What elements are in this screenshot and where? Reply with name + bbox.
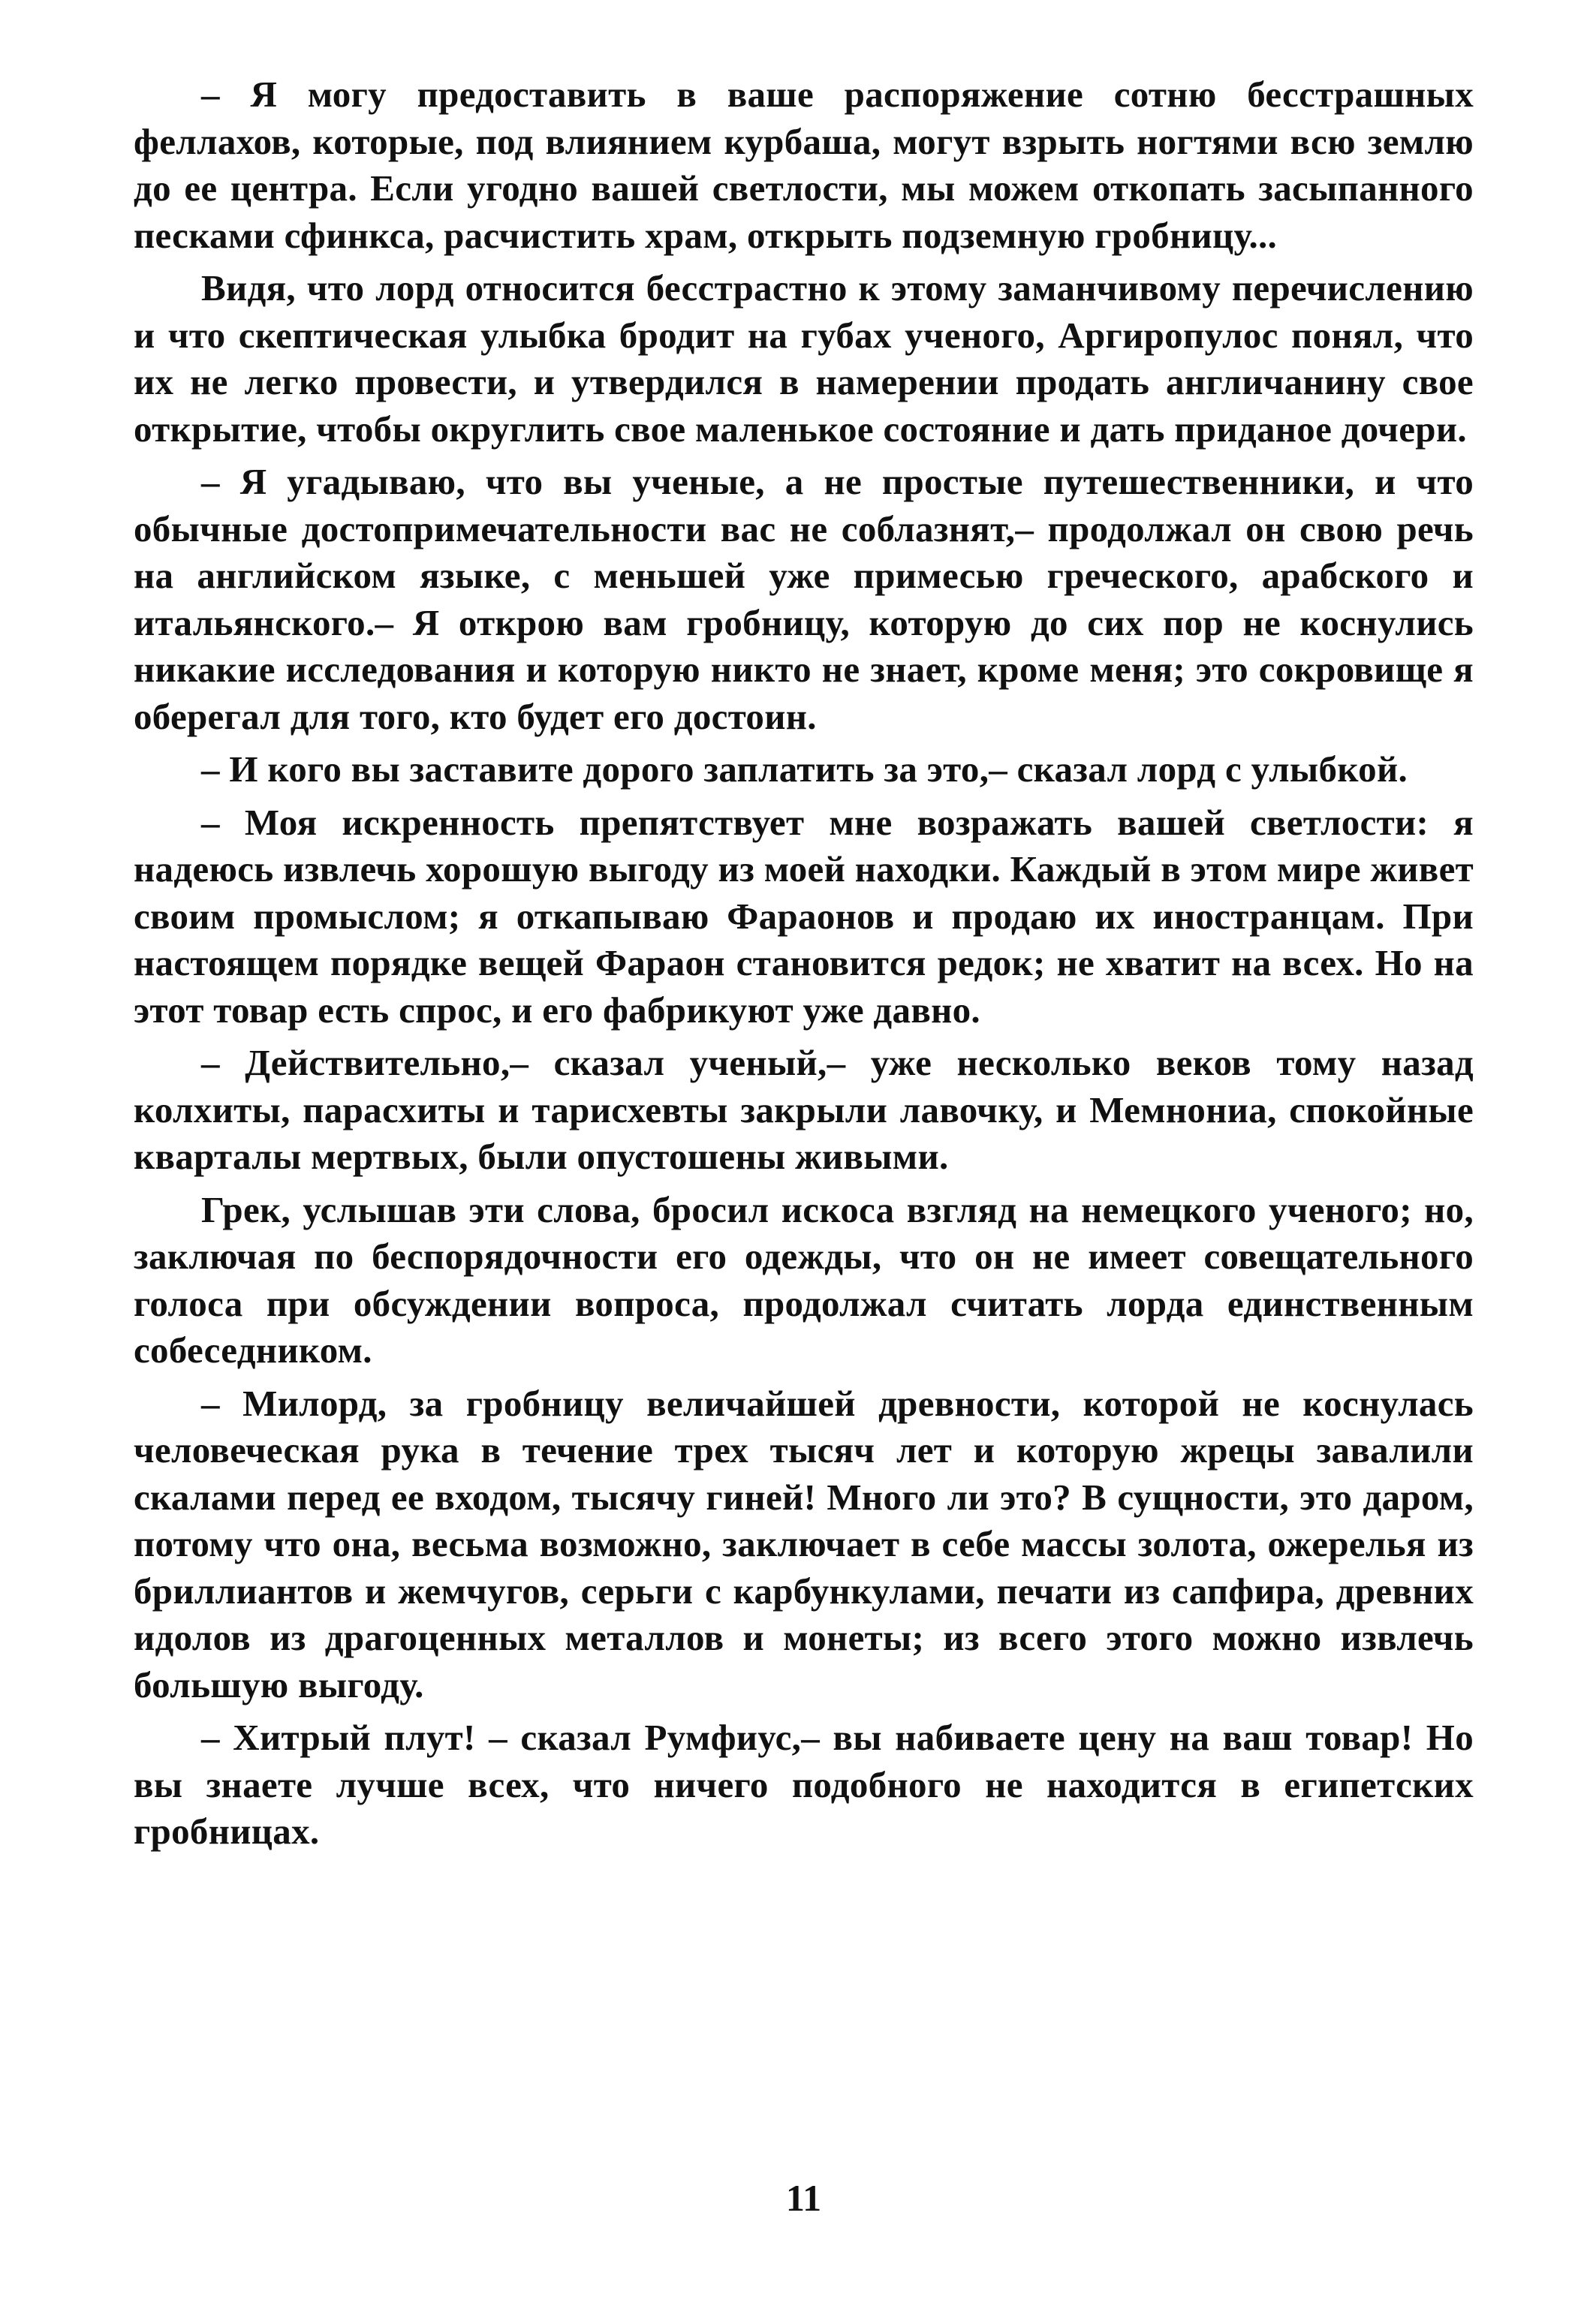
book-page — [134, 71, 1474, 2278]
paragraph: – И кого вы заставите дорого заплатить за это,– сказал лорд с улыбкой. — [201, 748, 1408, 790]
paragraph: – Я угадываю, что вы ученые, а не простые путешественники, и что обычные достопримечательности вас не соблазнят,– продолжал он свою речь на английском языке, с меньшей уже примесью греческого, арабского и итальянского.– Я открою вам гробницу, которую до сих пор не коснулись никакие исследования и которую никто не знает, кроме меня; это сокровище я оберегал для того, кто будет его достоин. — [134, 461, 1474, 737]
paragraph: Видя, что лорд относится бесстрастно к этому заманчивому перечислению и что скептическая улыбка бродит на губах ученого, Аргиропулос понял, что их не легко провести, и утвердился в намерении продать англичанину свое открытие, чтобы округлить свое маленькое состояние и дать приданое дочери. — [134, 267, 1474, 450]
paragraph: – Я могу предоставить в ваше распоряжение сотню бесстрашных феллахов, которые, под влиянием курбаша, могут взрыть ногтями всю землю до ее центра. Если угодно вашей светлости, мы можем откопать засыпанного песками сфинкса, расчистить храм, открыть подземную гробницу... — [134, 74, 1474, 256]
paragraph: – Хитрый плут! – сказал Румфиус,– вы набиваете цену на ваш товар! Но вы знаете лучше всех, что ничего подобного не находится в египетских гробницах. — [134, 1717, 1474, 1852]
paragraph: – Милорд, за гробницу величайшей древности, которой не коснулась человеческая рука в течение трех тысяч лет и которую жрецы завалили скалами перед ее входом, тысячу гиней! Много ли это? В сущности, это даром, потому что она, весьма возможно, заключает в себе массы золота, ожерелья из бриллиантов и жемчугов, серьги с карбункулами, печати из сапфира, древних идолов из драгоценных металлов и монеты; из всего этого можно извлечь большую выгоду. — [134, 1382, 1474, 1705]
paragraph: – Действительно,– сказал ученый,– уже несколько веков тому назад колхиты, парасхиты и тарисхевты закрыли лавочку, и Мемнониа, спокойные кварталы мертвых, были опустошены живыми. — [134, 1042, 1474, 1177]
page-number: 11 — [785, 2177, 822, 2219]
text-body — [134, 71, 1474, 1856]
paragraph: – Моя искренность препятствует мне возражать вашей светлости: я надеюсь извлечь хорошую выгоду из моей находки. Каждый в этом мире живет своим промыслом; я откапываю Фараонов и продаю их иностранцам. При настоящем порядке вещей Фараон становится редок; не хватит на всех. Но на этот товар есть спрос, и его фабрикуют уже давно. — [134, 801, 1474, 1031]
paragraph: Грек, услышав эти слова, бросил искоса взгляд на немецкого ученого; но, заключая по беспорядочности его одежды, что он не имеет совещательного голоса при обсуждении вопроса, продолжал считать лорда единственным собеседником. — [134, 1188, 1474, 1371]
